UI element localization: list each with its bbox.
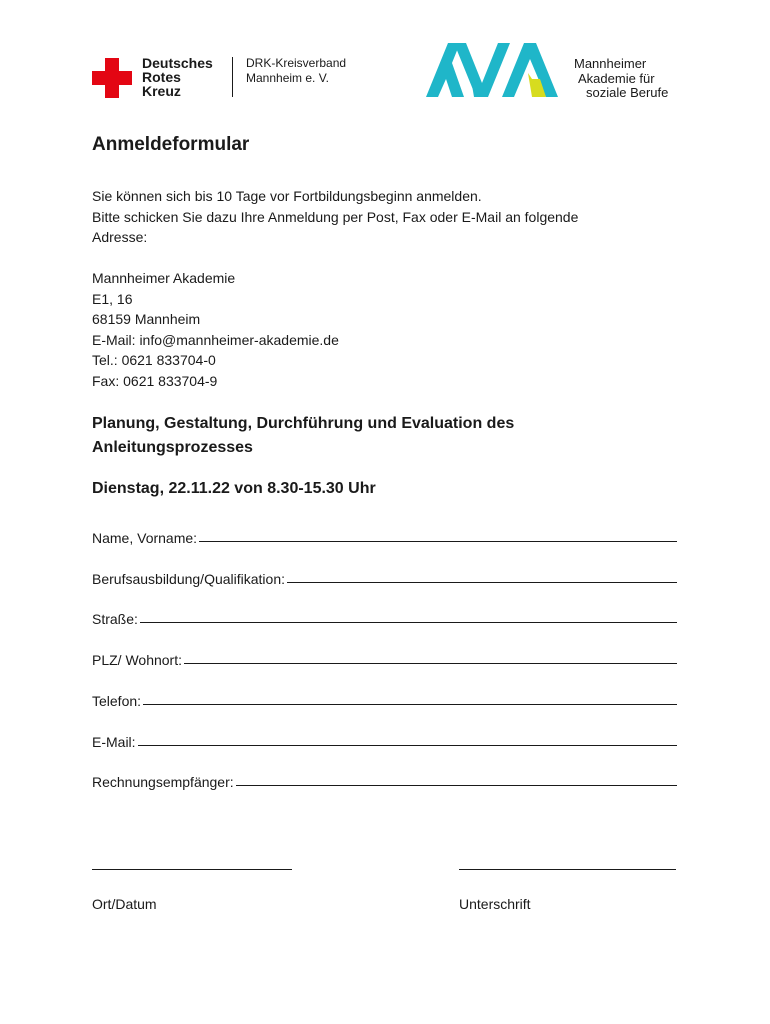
intro-paragraph [92,186,692,248]
drk-name [142,56,213,98]
logo-divider [232,57,233,97]
drk-sub-line: DRK-Kreisverband [246,56,347,70]
address-line: Fax: 0621 833704-9 [92,372,218,389]
course-title-line: Planung, Gestaltung, Durchführung und Evaluation des [92,415,515,432]
field-label: PLZ/ Wohnort: [92,652,183,668]
address-line: E1, 16 [92,290,133,307]
ma-name-line: Mannheimer [574,56,647,71]
address-block [92,268,339,391]
drk-name-line: Kreuz [142,83,181,99]
ma-name-line: soziale Berufe [586,85,669,100]
address-line: 68159 Mannheim [92,311,201,327]
intro-line: Sie können sich bis 10 Tage vor Fortbildungsbeginn anmelden. [92,188,482,204]
email-field[interactable] [92,728,677,750]
zip-city-field[interactable] [92,646,677,668]
fill-in-line[interactable] [287,582,677,583]
field-label: Rechnungsempfänger: [92,774,234,790]
signature-line[interactable] [459,869,676,870]
fill-in-line[interactable] [143,704,677,705]
invoice-recipient-field[interactable] [92,768,677,790]
ma-name [574,57,668,101]
course-title [92,412,514,460]
drk-name-line: Rotes [142,69,181,85]
fill-in-line[interactable] [184,663,677,664]
intro-line: Bitte schicken Sie dazu Ihre Anmeldung per Post, Fax oder E-Mail an folgende [92,208,579,225]
field-label: Telefon: [92,693,142,709]
drk-sub-line: Mannheim e. V. [246,71,329,85]
place-date-label: Ort/Datum [92,896,157,912]
street-field[interactable] [92,605,677,627]
drk-name-line: Deutsches [142,55,213,71]
course-title-line: Anleitungsprozesses [92,439,253,456]
page-title: Anmeldeformular [92,134,250,155]
course-date: Dienstag, 22.11.22 von 8.30-15.30 Uhr [92,480,376,497]
ma-name-line: Akademie für [578,70,655,86]
fill-in-line[interactable] [236,785,677,786]
red-cross-logo [92,58,132,98]
fill-in-line[interactable] [199,541,677,542]
field-label: E-Mail: [92,734,136,750]
field-label: Name, Vorname: [92,530,198,546]
intro-line: Adresse: [92,229,148,245]
fill-in-line[interactable] [138,745,677,746]
field-label: Berufsausbildung/Qualifikation: [92,571,286,587]
phone-field[interactable] [92,687,677,709]
signature-label: Unterschrift [459,896,531,912]
mannheimer-akademie-logo [424,43,566,99]
address-line: E-Mail: info@mannheimer-akademie.de [92,331,339,348]
field-label: Straße: [92,611,138,627]
drk-subtitle [246,56,346,86]
qualification-field[interactable] [92,565,677,587]
name-field[interactable] [92,524,677,546]
address-line: Mannheimer Akademie [92,270,236,286]
fill-in-line[interactable] [140,622,677,623]
address-line: Tel.: 0621 833704-0 [92,352,216,368]
place-date-line[interactable] [92,869,292,870]
